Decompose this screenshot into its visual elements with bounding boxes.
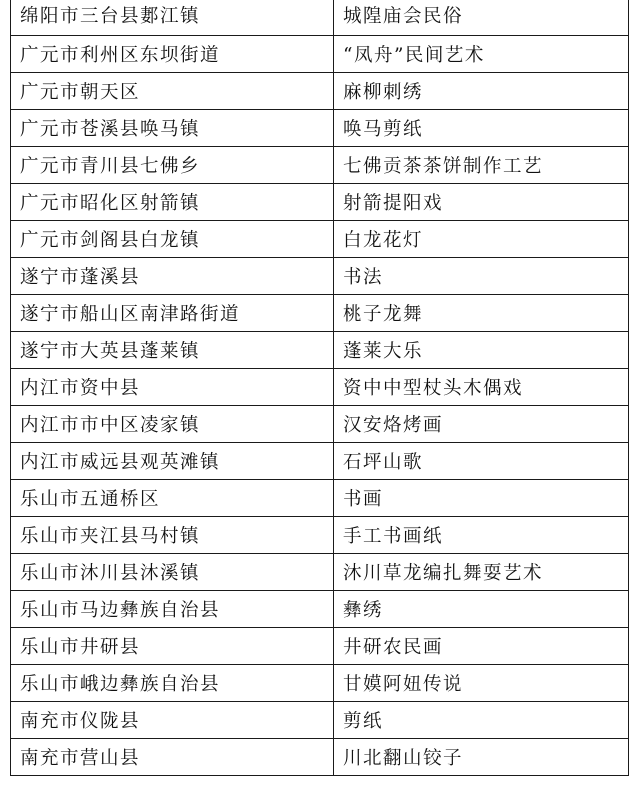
table-row bbox=[11, 221, 629, 258]
heritage-table-container bbox=[10, 0, 628, 776]
location-cell: 广元市青川县七佛乡 bbox=[11, 147, 334, 184]
location-cell: 绵阳市三台县郪江镇 bbox=[11, 0, 334, 36]
heritage-cell: 麻柳刺绣 bbox=[334, 73, 629, 110]
location-cell: 乐山市五通桥区 bbox=[11, 480, 334, 517]
table-row bbox=[11, 591, 629, 628]
location-cell: 遂宁市蓬溪县 bbox=[11, 258, 334, 295]
heritage-cell: 彝绣 bbox=[334, 591, 629, 628]
heritage-cell: 射箭提阳戏 bbox=[334, 184, 629, 221]
location-cell: 广元市苍溪县唤马镇 bbox=[11, 110, 334, 147]
location-cell: 乐山市夹江县马村镇 bbox=[11, 517, 334, 554]
table-row bbox=[11, 665, 629, 702]
heritage-cell: 井研农民画 bbox=[334, 628, 629, 665]
table-row bbox=[11, 36, 629, 73]
table-row bbox=[11, 295, 629, 332]
location-cell: 乐山市马边彝族自治县 bbox=[11, 591, 334, 628]
location-cell: 广元市利州区东坝街道 bbox=[11, 36, 334, 73]
heritage-cell: 汉安烙烤画 bbox=[334, 406, 629, 443]
table-row bbox=[11, 554, 629, 591]
heritage-cell: 蓬莱大乐 bbox=[334, 332, 629, 369]
table-row bbox=[11, 369, 629, 406]
location-cell: 南充市营山县 bbox=[11, 739, 334, 776]
location-cell: 内江市资中县 bbox=[11, 369, 334, 406]
table-row bbox=[11, 110, 629, 147]
heritage-cell: 川北翻山铰子 bbox=[334, 739, 629, 776]
heritage-cell: 沐川草龙编扎舞耍艺术 bbox=[334, 554, 629, 591]
location-cell: 南充市仪陇县 bbox=[11, 702, 334, 739]
heritage-cell: 甘嫫阿妞传说 bbox=[334, 665, 629, 702]
location-cell: 内江市威远县观英滩镇 bbox=[11, 443, 334, 480]
heritage-cell: 城隍庙会民俗 bbox=[334, 0, 629, 36]
location-cell: 遂宁市大英县蓬莱镇 bbox=[11, 332, 334, 369]
heritage-cell: 白龙花灯 bbox=[334, 221, 629, 258]
heritage-cell: 书法 bbox=[334, 258, 629, 295]
location-cell: 乐山市沐川县沐溪镇 bbox=[11, 554, 334, 591]
location-cell: 内江市市中区凌家镇 bbox=[11, 406, 334, 443]
heritage-cell: 七佛贡茶茶饼制作工艺 bbox=[334, 147, 629, 184]
heritage-cell: 唤马剪纸 bbox=[334, 110, 629, 147]
heritage-cell: 手工书画纸 bbox=[334, 517, 629, 554]
table-row bbox=[11, 702, 629, 739]
table-row bbox=[11, 73, 629, 110]
heritage-cell: 剪纸 bbox=[334, 702, 629, 739]
table-row bbox=[11, 184, 629, 221]
heritage-cell: 书画 bbox=[334, 480, 629, 517]
table-row bbox=[11, 480, 629, 517]
table-body bbox=[11, 0, 629, 776]
table-row bbox=[11, 0, 629, 36]
location-cell: 广元市昭化区射箭镇 bbox=[11, 184, 334, 221]
table-row bbox=[11, 258, 629, 295]
heritage-cell: 桃子龙舞 bbox=[334, 295, 629, 332]
heritage-cell: “凤舟”民间艺术 bbox=[334, 36, 629, 73]
table-row bbox=[11, 517, 629, 554]
table-row bbox=[11, 739, 629, 776]
table-row bbox=[11, 332, 629, 369]
location-cell: 广元市剑阁县白龙镇 bbox=[11, 221, 334, 258]
heritage-table bbox=[10, 0, 629, 776]
location-cell: 遂宁市船山区南津路街道 bbox=[11, 295, 334, 332]
table-row bbox=[11, 443, 629, 480]
heritage-cell: 资中中型杖头木偶戏 bbox=[334, 369, 629, 406]
table-row bbox=[11, 628, 629, 665]
heritage-cell: 石坪山歌 bbox=[334, 443, 629, 480]
location-cell: 乐山市井研县 bbox=[11, 628, 334, 665]
location-cell: 广元市朝天区 bbox=[11, 73, 334, 110]
table-row bbox=[11, 406, 629, 443]
location-cell: 乐山市峨边彝族自治县 bbox=[11, 665, 334, 702]
table-row bbox=[11, 147, 629, 184]
